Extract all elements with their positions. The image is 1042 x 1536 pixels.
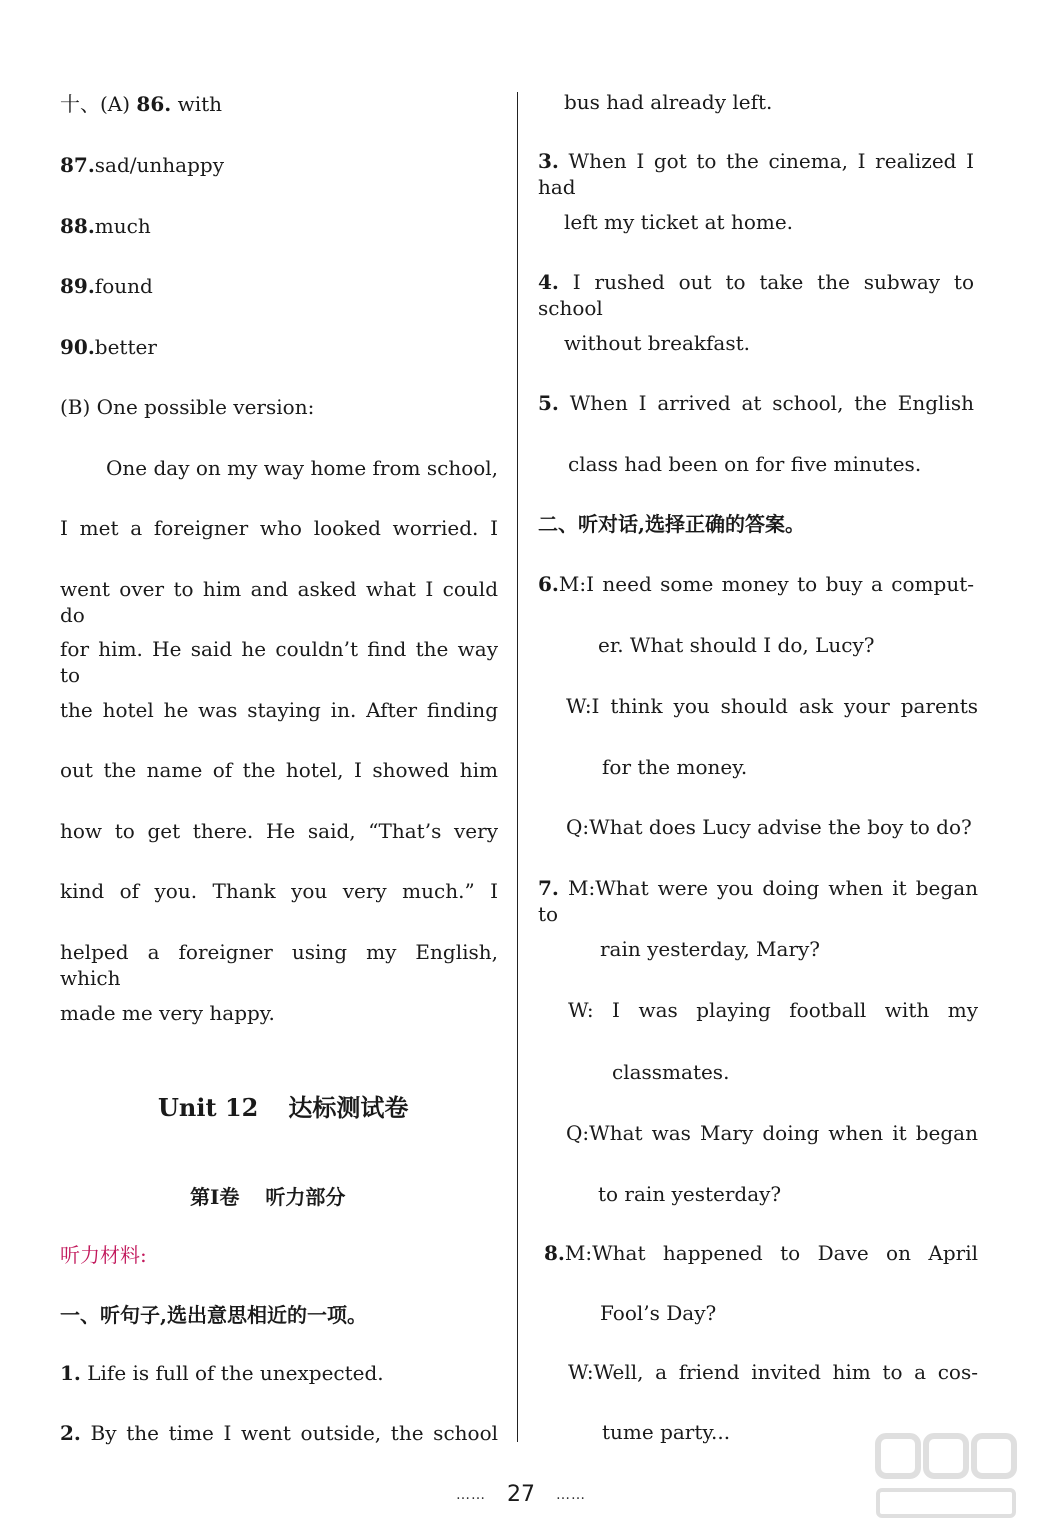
part-title: 第Ⅰ卷 听力部分 — [190, 1185, 346, 1209]
question-6-man-line-2: er. What should I do, Lucy? — [598, 633, 875, 657]
page-number: 27 — [507, 1482, 535, 1507]
question-4-line-1: 4. I rushed out to take the subway to school — [538, 270, 975, 320]
watermark-logo — [872, 1428, 1022, 1528]
essay-line-7: how to get there. He said, “That’s very — [60, 819, 498, 843]
section-10-prefix: 十、(A) — [60, 92, 131, 116]
section-2-heading: 二、听对话,选择正确的答案。 — [538, 512, 805, 536]
essay-line-6: out the name of the hotel, I showed him — [60, 758, 498, 782]
question-8-woman-line-2: tume party... — [602, 1420, 731, 1444]
answer-87: 87.sad/unhappy — [60, 153, 224, 177]
footer-dots-left: …… — [456, 1487, 486, 1503]
section-b-heading: (B) One possible version: — [60, 395, 315, 419]
question-2-continued: bus had already left. — [564, 90, 773, 114]
answer-86: 十、(A) 86. with — [60, 92, 223, 116]
listening-label: 听力材料: — [60, 1243, 147, 1267]
question-3-line-2: left my ticket at home. — [564, 210, 794, 234]
column-divider — [517, 92, 518, 1442]
question-7-question-line-1: Q:What was Mary doing when it began — [566, 1121, 978, 1145]
question-6-man-line-1: 6.M:I need some money to buy a comput- — [538, 572, 974, 596]
question-3-line-1: 3. When I got to the cinema, I realized I had — [538, 149, 975, 199]
essay-line-4: for him. He said he couldn’t find the way to — [60, 637, 498, 687]
question-5-line-1: 5. When I arrived at school, the English — [538, 391, 974, 415]
footer-dots-right: …… — [556, 1487, 586, 1503]
essay-line-10: made me very happy. — [60, 1001, 275, 1025]
question-7-question-line-2: to rain yesterday? — [598, 1182, 782, 1206]
question-4-line-2: without breakfast. — [564, 331, 750, 355]
question-1: 1. Life is full of the unexpected. — [60, 1361, 384, 1385]
question-7-woman-line-2: classmates. — [612, 1060, 730, 1084]
question-7-man-line-2: rain yesterday, Mary? — [600, 937, 821, 961]
essay-line-3: went over to him and asked what I could do — [60, 577, 498, 627]
question-6-woman-line-1: W:I think you should ask your parents — [566, 694, 978, 718]
question-7-woman-line-1: W: I was playing football with my — [568, 998, 978, 1022]
essay-line-8: kind of you. Thank you very much.” I — [60, 879, 498, 903]
essay-line-1: One day on my way home from school, — [106, 456, 499, 480]
question-6-woman-line-2: for the money. — [602, 755, 748, 779]
question-6-question: Q:What does Lucy advise the boy to do? — [566, 815, 972, 839]
section-1-heading: 一、听句子,选出意思相近的一项。 — [60, 1303, 367, 1327]
essay-line-2: I met a foreigner who looked worried. I — [60, 516, 498, 540]
essay-line-9: helped a foreigner using my English, which — [60, 940, 498, 990]
answer-90: 90.better — [60, 335, 157, 359]
question-8-man-line-1: 8.M:What happened to Dave on April — [544, 1241, 978, 1265]
question-7-man-line-1: 7. M:What were you doing when it began to — [538, 876, 979, 926]
question-8-man-line-2: Fool’s Day? — [600, 1301, 717, 1325]
question-5-line-2: class had been on for five minutes. — [568, 452, 922, 476]
answer-88: 88.much — [60, 214, 151, 238]
unit-title: Unit 12 达标测试卷 — [158, 1093, 409, 1122]
answer-89: 89.found — [60, 274, 153, 298]
question-8-woman-line-1: W:Well, a friend invited him to a cos- — [568, 1360, 978, 1384]
essay-line-5: the hotel he was staying in. After finding — [60, 698, 498, 722]
question-2: 2. By the time I went outside, the school — [60, 1421, 499, 1445]
